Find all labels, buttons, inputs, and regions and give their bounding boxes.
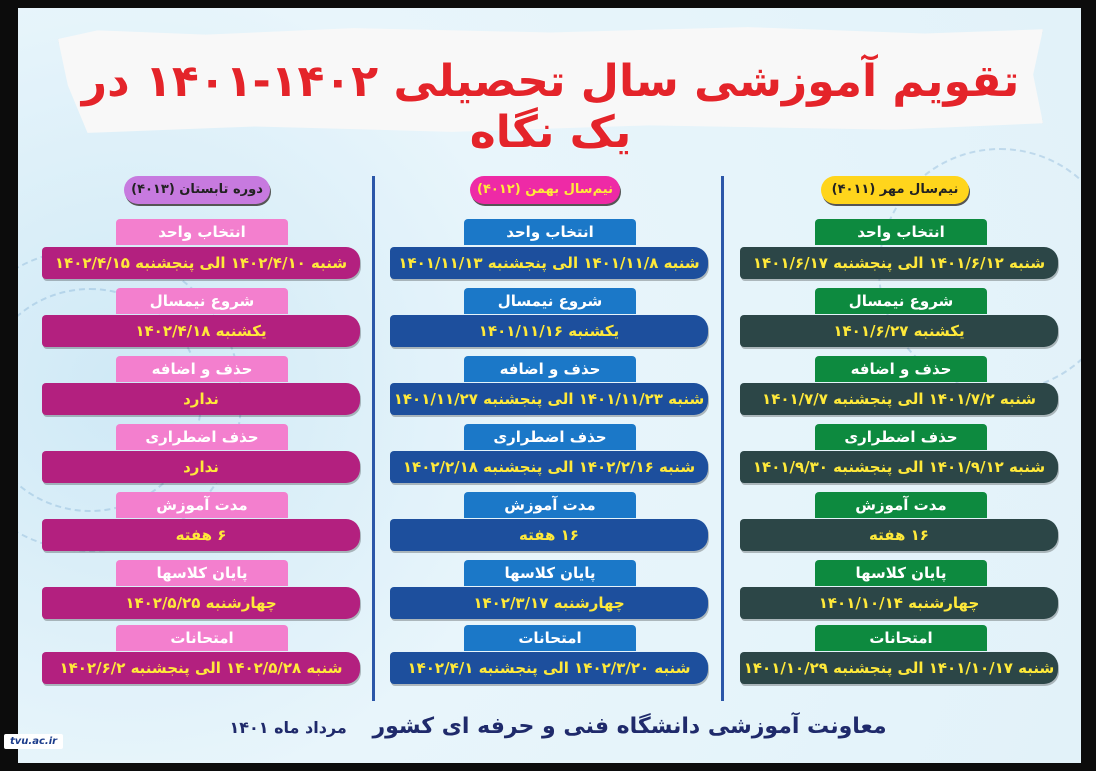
row-value: شنبه ۱۴۰۱/۷/۲ الی پنجشنبه ۱۴۰۱/۷/۷ [740,383,1058,415]
row-value: ندارد [42,383,360,415]
row-label: انتخاب واحد [464,219,636,245]
footer [198,714,918,739]
row-label: حذف اضطراری [116,424,288,450]
row-value: شنبه ۱۴۰۱/۱۰/۱۷ الی پنجشنبه ۱۴۰۱/۱۰/۲۹ [740,652,1058,684]
row-value: شنبه ۱۴۰۲/۳/۲۰ الی پنجشنبه ۱۴۰۲/۴/۱ [390,652,708,684]
semester-badge: دوره تابستان (۴۰۱۳) [124,176,270,204]
column-divider [721,176,724,701]
row-label: پایان کلاسها [464,560,636,586]
row-value: شنبه ۱۴۰۲/۵/۲۸ الی پنجشنبه ۱۴۰۲/۶/۲ [42,652,360,684]
row-label: امتحانات [116,625,288,651]
row-value: ۱۶ هفته [390,519,708,551]
row-value: ۶ هفته [42,519,360,551]
row-label: انتخاب واحد [116,219,288,245]
infographic-canvas [18,8,1081,763]
row-label: شروع نیمسال [815,288,987,314]
row-label: حذف اضطراری [464,424,636,450]
row-label: حذف و اضافه [815,356,987,382]
row-value: یکشنبه ۱۴۰۱/۱۱/۱۶ [390,315,708,347]
semester-badge: نیم‌سال بهمن (۴۰۱۲) [470,176,620,204]
row-label: امتحانات [464,625,636,651]
row-label: امتحانات [815,625,987,651]
row-value: یکشنبه ۱۴۰۱/۶/۲۷ [740,315,1058,347]
site-logo: tvu.ac.ir [4,734,63,749]
page-title: تقویم آموزشی سال تحصیلی ۱۴۰۲-۱۴۰۱ در یک نگاه [81,56,1020,158]
row-label: حذف و اضافه [464,356,636,382]
row-value: شنبه ۱۴۰۱/۱۱/۲۳ الی پنجشنبه ۱۴۰۱/۱۱/۲۷ [390,383,708,415]
row-value: شنبه ۱۴۰۱/۹/۱۲ الی پنجشنبه ۱۴۰۱/۹/۳۰ [740,451,1058,483]
row-label: مدت آموزش [116,492,288,518]
row-value: چهارشنبه ۱۴۰۲/۳/۱۷ [390,587,708,619]
row-value: شنبه ۱۴۰۱/۱۱/۸ الی پنجشنبه ۱۴۰۱/۱۱/۱۳ [390,247,708,279]
row-label: پایان کلاسها [815,560,987,586]
row-value: شنبه ۱۴۰۱/۶/۱۲ الی پنجشنبه ۱۴۰۱/۶/۱۷ [740,247,1058,279]
row-label: مدت آموزش [464,492,636,518]
footer-date: مرداد ماه ۱۴۰۱ [229,718,347,737]
column-divider [372,176,375,701]
row-label: شروع نیمسال [116,288,288,314]
row-label: مدت آموزش [815,492,987,518]
footer-text: معاونت آموزشی دانشگاه فنی و حرفه ای کشور [372,714,887,739]
row-label: حذف و اضافه [116,356,288,382]
row-value: یکشنبه ۱۴۰۲/۴/۱۸ [42,315,360,347]
row-value: شنبه ۱۴۰۲/۲/۱۶ الی پنجشنبه ۱۴۰۲/۲/۱۸ [390,451,708,483]
row-value: شنبه ۱۴۰۲/۴/۱۰ الی پنجشنبه ۱۴۰۲/۴/۱۵ [42,247,360,279]
row-label: شروع نیمسال [464,288,636,314]
row-value: ۱۶ هفته [740,519,1058,551]
row-value: ندارد [42,451,360,483]
row-label: پایان کلاسها [116,560,288,586]
row-label: انتخاب واحد [815,219,987,245]
row-label: حذف اضطراری [815,424,987,450]
row-value: چهارشنبه ۱۴۰۱/۱۰/۱۴ [740,587,1058,619]
row-value: چهارشنبه ۱۴۰۲/۵/۲۵ [42,587,360,619]
semester-badge: نیم‌سال مهر (۴۰۱۱) [821,176,969,204]
